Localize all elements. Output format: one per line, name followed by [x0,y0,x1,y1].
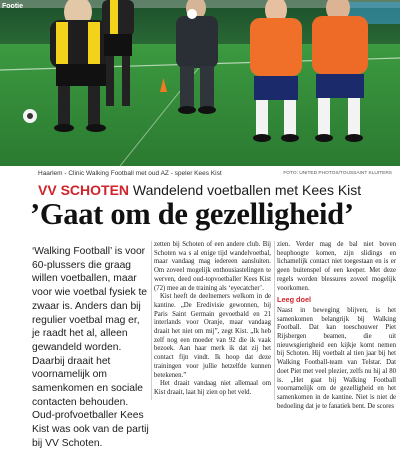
intro-column [32,241,150,449]
kicker [38,182,361,198]
body-paragraph: Kist heeft de deelnemers welkom in de kantine. „De Eredivisie gewonnen, bij Paris Saint Germain gevoetbald en 21 interlands voor Oranje, maar vandaag draait het niet om mij”, zegt Kist. „Ik heb zelf nog een moeder van 92 die ik vaak bezoek. Aan haar merk ik dat zij het contact fijn vindt. Ik hoop dat deze trainingen voor jullie hetzelfde kunnen betekenen.” [154,293,271,379]
kicker-tag: VV SCHOTEN [38,182,130,198]
column-divider [274,241,275,400]
body-paragraph: Naast in beweging blijven, is het samenkomen belangrijk bij Walking Football. Dat kan toeschouwer Piet Rijsbergen beamen, die uit nieuwsgierigheid een kijkje komt nemen bij Schoten. Hij voetbalt al tien jaar bij het Walking Football-team van Telstar. Dat doet Piet met veel plezier, zelfs nu hij al 80 is. „Het gaat bij Walking Football voornamelijk om de gezelligheid en het samenkomen in de kantine. Niet is niet de bedoeling dat je te fanatiek bent. De scores [277,306,396,410]
article-photo [0,0,400,166]
photo-caption: Haarlem - Clinic Walking Football met oud AZ - speler Kees Kist [38,170,222,177]
subheading: Leeg doel [277,295,312,305]
football-photo-icon [0,0,400,166]
body-column-2 [277,241,396,410]
body-paragraph: zien. Verder mag de bal niet boven heuphoogte komen, zijn slidings en lichamelijk contact niet toegestaan en is er geen buitenspel of een keeper. Met deze regels worden blessures zoveel mogelijk voorkomen. [277,241,396,292]
intro-text: ‘Walking Football’ is voor 60-plussers die graag willen voetballen, maar voor wie voetbal fysiek te zwaar is. Anders dan bij regulier voetbal mag er, je raadt het al, alleen gewandeld worden. Daarbij draait het voornamelijk om samenkomen en sociale contacten behouden. Oud-profvoetballer Kees Kist was ook van de partij bij VV Schoten. [32,246,149,449]
body-column-1 [154,241,271,400]
column-divider [151,241,152,400]
body-paragraph: zetten bij Schoten of een andere club. Bij Schoten wa s al enige tijd wandelvoetbal, maar vandaag mag iedereen aansluiten. Om zoveel mogelijk enthousiastelingen te werven, deed oud-topvoetballer Kees Kist (72) mee an de training als ‘eyecatcher’. [154,241,271,292]
photo-credit: FOTO: UNITED PHOTOS/TOUSSAINT KLUITERS [283,171,392,176]
headline: ’Gaat om de gezelligheid’ [30,197,354,231]
kicker-subtitle: Wandelend voetballen met Kees Kist [132,182,362,198]
body-paragraph: Het draait vandaag niet allemaal om Kist draait, laat hij zien op het veld. [154,380,271,396]
photo-logo-text: Footie [2,3,23,10]
